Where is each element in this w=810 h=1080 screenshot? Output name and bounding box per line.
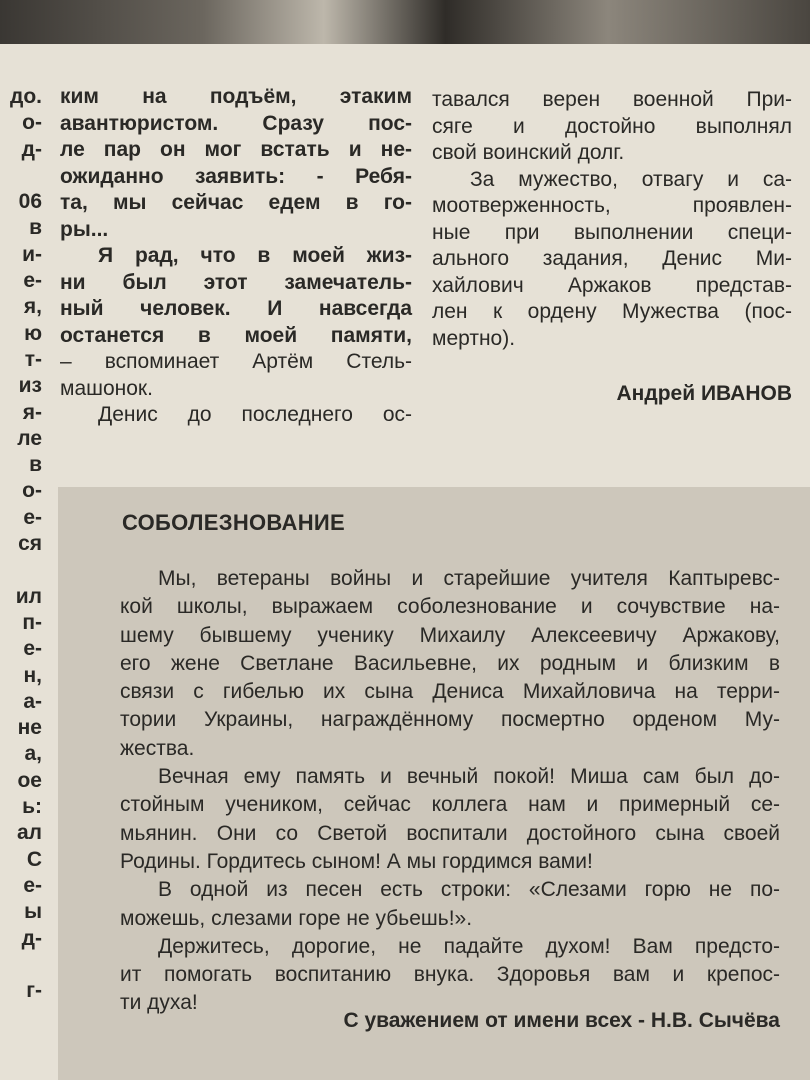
column-a-line: ры... xyxy=(60,217,109,241)
condolence-signature: С уважением от имени всех - Н.В. Сычёва xyxy=(343,1009,780,1032)
condolence-line: связи с гибелью их сына Дениса Михайловича на терри- xyxy=(120,680,780,704)
margin-fragment: ь: xyxy=(22,795,42,819)
condolence-box xyxy=(58,487,810,1080)
column-b-line: моотверженность, проявлен- xyxy=(432,194,792,217)
column-a-line: ни был этот замечатель- xyxy=(60,270,412,294)
margin-fragment: д- xyxy=(21,926,42,950)
condolence-line: тории Украины, награждённому посмертно орденом Му- xyxy=(120,708,780,732)
column-b-line: свой воинский долг. xyxy=(432,141,625,164)
margin-fragment xyxy=(0,952,42,978)
condolence-line: Мы, ветераны войны и старейшие учителя Каптыревс- xyxy=(158,567,780,590)
condolence-line: ти духа! xyxy=(120,991,198,1015)
margin-fragment: в xyxy=(29,216,42,240)
column-a-line: та, мы сейчас едем в го- xyxy=(60,191,412,214)
condolence-line: стойным учеником, сейчас коллега нам и примерный се- xyxy=(120,793,780,817)
margin-fragment: е- xyxy=(23,505,42,529)
margin-fragment: из xyxy=(18,374,42,398)
condolence-text xyxy=(120,565,780,1018)
column-a-line: авантюристом. Сразу пос- xyxy=(60,111,412,135)
top-photo-strip xyxy=(0,0,810,44)
margin-fragment: а, xyxy=(24,742,42,766)
margin-fragment: ал xyxy=(16,821,42,845)
margin-fragment: о- xyxy=(22,479,42,503)
margin-fragment: е- xyxy=(23,637,42,661)
condolence-line: жества. xyxy=(120,736,195,760)
article-column-right xyxy=(432,87,792,352)
margin-fragment xyxy=(0,163,42,189)
condolence-line: Вечная ему память и вечный покой! Миша сам был до- xyxy=(158,765,780,789)
margin-fragment: н, xyxy=(23,663,42,687)
margin-fragment: 06 xyxy=(18,190,42,214)
margin-fragment: С xyxy=(26,847,42,871)
left-column-fragments xyxy=(0,84,42,1004)
margin-fragment: ы xyxy=(24,900,42,924)
column-a-line: Я рад, что в моей жиз- xyxy=(98,244,412,267)
margin-fragment: в xyxy=(29,453,42,477)
margin-fragment: и- xyxy=(22,242,42,266)
column-b-line: За мужество, отвагу и са- xyxy=(470,167,792,191)
margin-fragment: е- xyxy=(23,873,42,897)
condolence-line: шему бывшему ученику Михаилу Алексеевичу Аржакову, xyxy=(120,623,780,647)
margin-fragment: д- xyxy=(21,137,42,161)
article-author: Андрей ИВАНОВ xyxy=(616,382,792,405)
condolence-line: кой школы, выражаем соболезнование и сочувствие на- xyxy=(120,595,780,619)
column-a-line: ким на подъём, этаким xyxy=(60,85,412,108)
column-b-line: мертно). xyxy=(432,326,516,350)
margin-fragment: я, xyxy=(23,295,42,319)
margin-fragment: я- xyxy=(22,400,42,424)
margin-fragment: п- xyxy=(22,610,42,634)
margin-fragment: ю xyxy=(24,321,42,345)
margin-fragment: ил xyxy=(15,584,42,608)
article-column-left xyxy=(60,84,412,429)
margin-fragment xyxy=(0,557,42,583)
column-a-line: останется в моей памяти, xyxy=(60,323,412,347)
margin-fragment: т- xyxy=(24,347,42,371)
margin-fragment: г- xyxy=(26,979,42,1003)
column-b-line: лен к ордену Мужества (пос- xyxy=(432,300,792,323)
margin-fragment: до. xyxy=(10,85,42,108)
column-a-line: ный человек. И навсегда xyxy=(60,297,412,320)
margin-fragment: ое xyxy=(17,768,42,792)
margin-fragment: о- xyxy=(22,111,42,135)
column-b-line: тавался верен военной При- xyxy=(432,88,792,111)
condolence-line: его жене Светлане Васильевне, их родным и близким в xyxy=(120,651,780,675)
column-b-line: сяге и достойно выполнял xyxy=(432,114,792,138)
column-a-line: машонок. xyxy=(60,376,153,400)
margin-fragment: е- xyxy=(23,269,42,293)
condolence-line: В одной из песен есть строки: «Слезами горю не по- xyxy=(158,878,780,902)
condolence-line: мьянин. Они со Светой воспитали достойного сына своей xyxy=(120,821,780,845)
column-b-line: ального задания, Денис Ми- xyxy=(432,247,792,270)
column-b-line: хайлович Аржаков представ- xyxy=(432,273,792,297)
condolence-line: Держитесь, дорогие, не падайте духом! Вам предсто- xyxy=(158,934,780,958)
column-a-line: ожиданно заявить: - Ребя- xyxy=(60,164,412,188)
condolence-line: можешь, слезами горе не убьешь!». xyxy=(120,906,473,930)
margin-fragment: ле xyxy=(17,426,42,450)
column-a-line: – вспоминает Артём Стель- xyxy=(60,350,412,373)
margin-fragment: а- xyxy=(23,689,42,713)
column-a-line: ле пар он мог встать и не- xyxy=(60,138,412,161)
condolence-title: СОБОЛЕЗНОВАНИЕ xyxy=(122,510,345,535)
column-a-line: Денис до последнего ос- xyxy=(98,403,412,426)
condolence-line: Родины. Гордитесь сыном! А мы гордимся вами! xyxy=(120,849,593,873)
column-b-line: ные при выполнении специ- xyxy=(432,220,792,244)
condolence-line: ит помогать воспитанию внука. Здоровья вам и крепос- xyxy=(120,963,780,987)
margin-fragment: не xyxy=(17,716,42,740)
margin-fragment: ся xyxy=(18,532,42,556)
